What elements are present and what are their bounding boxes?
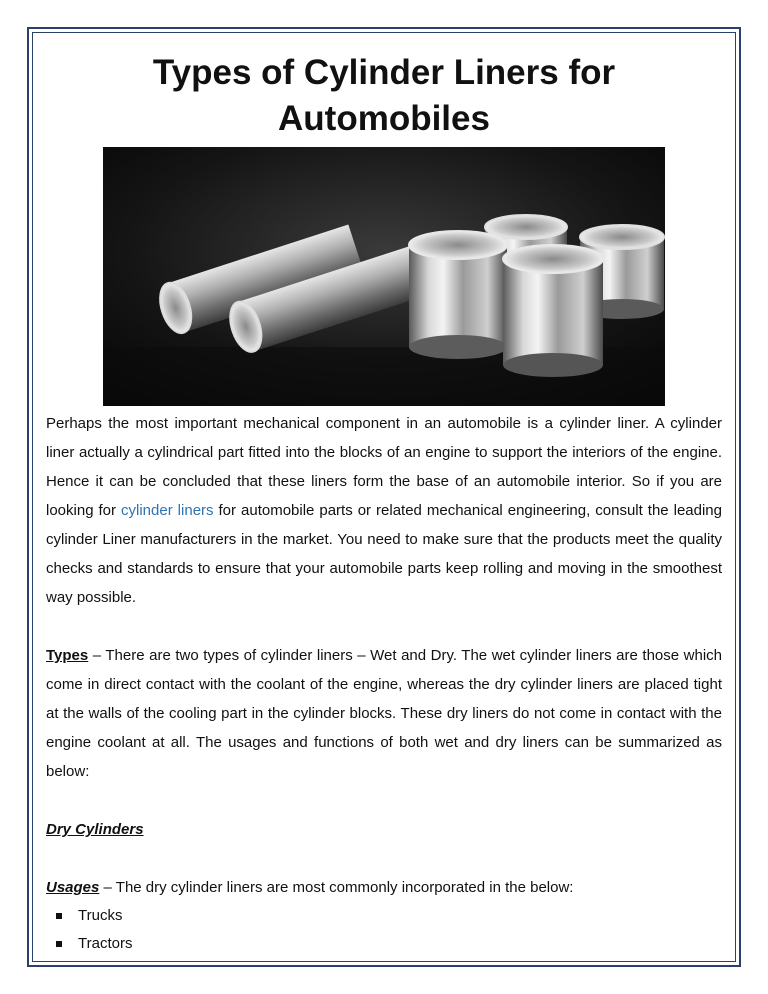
intro-paragraph [46, 409, 722, 612]
cylinder-liners-photo [103, 147, 665, 406]
list-item [56, 930, 722, 958]
usages-paragraph [46, 873, 722, 902]
types-paragraph [46, 641, 722, 786]
list-item [56, 902, 722, 930]
intro-text-start: Perhaps the most important mechanical component in an automobile is a cylinder liner. A cylinder liner actually a cylindrical part fitted into the blocks of an engine to support the interiors of the engine. Hence it can be concluded that these liners form the base of an automobile interior. So if you are looking for [46, 415, 722, 519]
bullet-square-icon [56, 941, 62, 947]
types-heading: Types [46, 647, 89, 664]
dry-cylinders-heading: Dry Cylinders [46, 821, 144, 838]
cylinder-liners-link[interactable]: cylinder liners [121, 502, 214, 519]
spacer [46, 612, 722, 641]
bullet-square-icon [56, 913, 62, 919]
usages-list [46, 902, 722, 958]
usages-text: – The dry cylinder liners are most commonly incorporated in the below: [99, 879, 574, 896]
intro-text-end: for automobile parts or related mechanical engineering, consult the leading cylinder Liner manufacturers in the market. You need to make sure that the products meet the quality checks and standards to ensure that your automobile parts keep rolling and moving in the smoothest way possible. [46, 502, 722, 606]
document-content [46, 50, 722, 958]
usages-heading: Usages [46, 879, 100, 896]
dry-cylinders-paragraph [46, 815, 722, 844]
list-item-text: Trucks [78, 907, 123, 924]
list-item-text: Tractors [78, 935, 133, 952]
spacer [46, 786, 722, 815]
spacer [46, 844, 722, 873]
page-title: Types of Cylinder Liners for Automobiles [152, 53, 616, 138]
types-text: – There are two types of cylinder liners – Wet and Dry. The wet cylinder liners are those which come in direct contact with the coolant of the engine, whereas the dry cylinder liners are placed tight at the walls of the cooling part in the cylinder blocks. These dry liners do not come in contact with the engine coolant at all. The usages and functions of both wet and dry liners can be summarized as below: [46, 647, 722, 780]
